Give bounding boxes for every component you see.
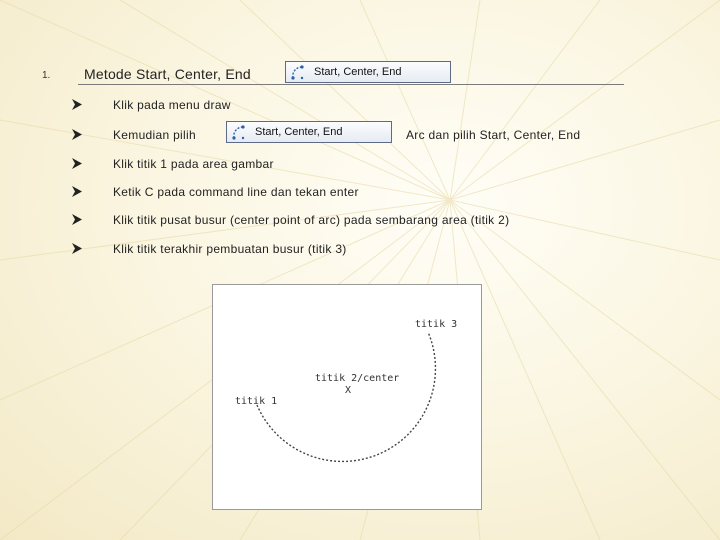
arrow-bullet-icon bbox=[72, 243, 82, 254]
arrow-bullet-icon bbox=[72, 158, 82, 169]
label-point-2: titik 2/center bbox=[315, 373, 400, 384]
arrow-bullet-icon bbox=[72, 186, 82, 197]
arrow-bullet-icon bbox=[72, 129, 82, 140]
section-title: Metode Start, Center, End bbox=[84, 66, 251, 82]
arc-start-center-end-icon bbox=[290, 63, 312, 81]
list-item-text: Klik pada menu draw bbox=[113, 98, 231, 112]
arrow-bullet-icon bbox=[72, 214, 82, 225]
start-center-end-button[interactable] bbox=[226, 121, 392, 143]
start-center-end-button-label: Start, Center, End bbox=[255, 126, 343, 138]
arrow-bullet-icon bbox=[72, 99, 82, 110]
title-underline bbox=[78, 84, 624, 85]
list-item-text: Klik titik 1 pada area gambar bbox=[113, 157, 274, 171]
arc-start-center-end-icon bbox=[231, 123, 253, 141]
label-point-1: titik 1 bbox=[235, 396, 278, 407]
section-number: 1. bbox=[42, 70, 51, 81]
start-center-end-button[interactable] bbox=[285, 61, 451, 83]
arc-curve bbox=[257, 332, 435, 461]
list-item-text-after: Arc dan pilih Start, Center, End bbox=[406, 128, 581, 142]
arc-diagram bbox=[212, 284, 482, 510]
list-item-text: Klik titik terakhir pembuatan busur (titik 3) bbox=[113, 242, 347, 256]
list-item-text: Kemudian pilih bbox=[113, 128, 196, 142]
label-point-3: titik 3 bbox=[415, 319, 458, 330]
list-item-text: Klik titik pusat busur (center point of arc) pada sembarang area (titik 2) bbox=[113, 213, 510, 227]
start-center-end-button-label: Start, Center, End bbox=[314, 66, 402, 78]
list-item-text: Ketik C pada command line dan tekan enter bbox=[113, 185, 359, 199]
center-mark: X bbox=[345, 385, 352, 396]
